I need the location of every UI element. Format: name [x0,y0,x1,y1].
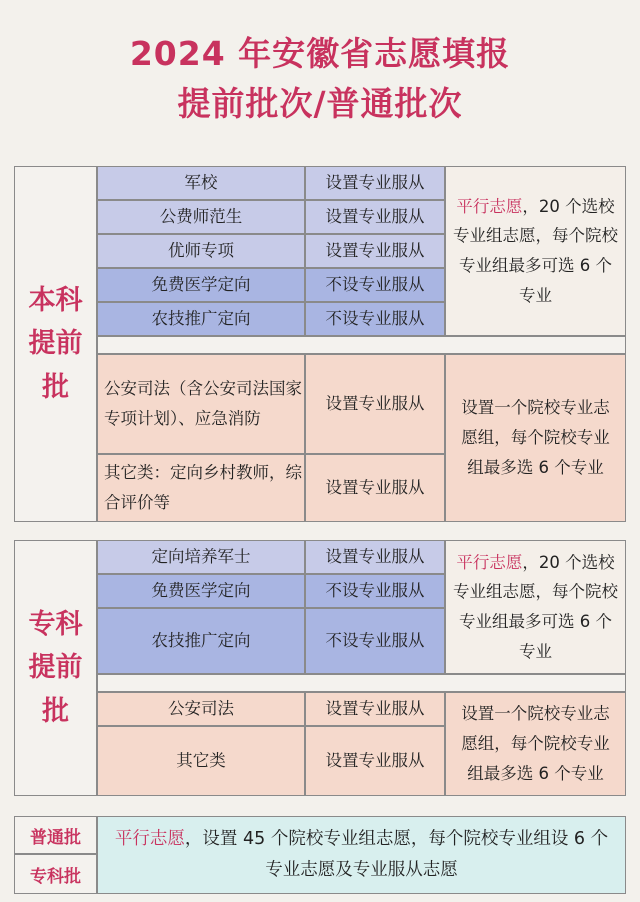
regular-batch-label: 普通批 [14,816,97,854]
ug-row2-rule: 设置专业服从 [305,200,445,234]
ug-row7-rule: 设置专业服从 [305,454,445,522]
undergrad-label-line1: 本科 [28,285,83,317]
ug-row3-name: 优师专项 [97,234,305,268]
ug-row4-rule: 不设专业服从 [305,268,445,302]
junior-regular-batch-label: 专科批 [14,854,97,894]
ug-group2-note: 设置一个院校专业志愿组，每个院校专业组最多选 6 个专业 [445,354,626,522]
jr-separator [97,674,626,692]
junior-label-line3: 批 [42,695,69,727]
jr-row5-name: 其它类 [97,726,305,796]
jr-row5-rule: 设置专业服从 [305,726,445,796]
page-title-line2: 提前批次/普通批次 [177,84,463,123]
regular-batch-note [97,816,626,894]
junior-batch-label [14,540,97,796]
ug-row1-name: 军校 [97,166,305,200]
ug-row1-rule: 设置专业服从 [305,166,445,200]
jr-group1-note [445,540,626,674]
jr-group2-note: 设置一个院校专业志愿组，每个院校专业组最多选 6 个专业 [445,692,626,796]
jr-row4-rule: 设置专业服从 [305,692,445,726]
jr-row3-name: 农技推广定向 [97,608,305,674]
jr-group1-note-text: ，20 个选校专业组志愿，每个院校专业组最多可选 6 个专业 [453,552,618,661]
undergrad-label-line3: 批 [42,371,69,403]
jr-row3-rule: 不设专业服从 [305,608,445,674]
ug-group1-note-highlight: 平行志愿 [456,196,523,216]
jr-row2-name: 免费医学定向 [97,574,305,608]
ug-row6-name: 公安司法（含公安司法国家专项计划）、应急消防 [97,354,305,454]
ug-row5-rule: 不设专业服从 [305,302,445,336]
ug-row2-name: 公费师范生 [97,200,305,234]
jr-row1-rule: 设置专业服从 [305,540,445,574]
junior-label-line1: 专科 [28,609,83,641]
regular-note-highlight: 平行志愿 [114,829,185,850]
undergrad-batch-label [14,166,97,522]
jr-row4-name: 公安司法 [97,692,305,726]
ug-group1-note [445,166,626,336]
ug-row6-rule: 设置专业服从 [305,354,445,454]
ug-row7-name: 其它类：定向乡村教师，综合评价等 [97,454,305,522]
undergrad-label-line2: 提前 [28,328,83,360]
ug-group1-note-text: ，20 个选校专业组志愿，每个院校专业组最多可选 6 个专业 [453,196,618,305]
ug-row5-name: 农技推广定向 [97,302,305,336]
ug-row3-rule: 设置专业服从 [305,234,445,268]
regular-note-text: ，设置 45 个院校专业组志愿，每个院校专业组设 6 个专业志愿及专业服从志愿 [184,829,609,880]
page-title-line1: 2024 年安徽省志愿填报 [129,34,511,73]
jr-row1-name: 定向培养军士 [97,540,305,574]
ug-separator [97,336,626,354]
ug-row4-name: 免费医学定向 [97,268,305,302]
jr-group1-note-highlight: 平行志愿 [456,552,523,572]
jr-row2-rule: 不设专业服从 [305,574,445,608]
junior-label-line2: 提前 [28,652,83,684]
